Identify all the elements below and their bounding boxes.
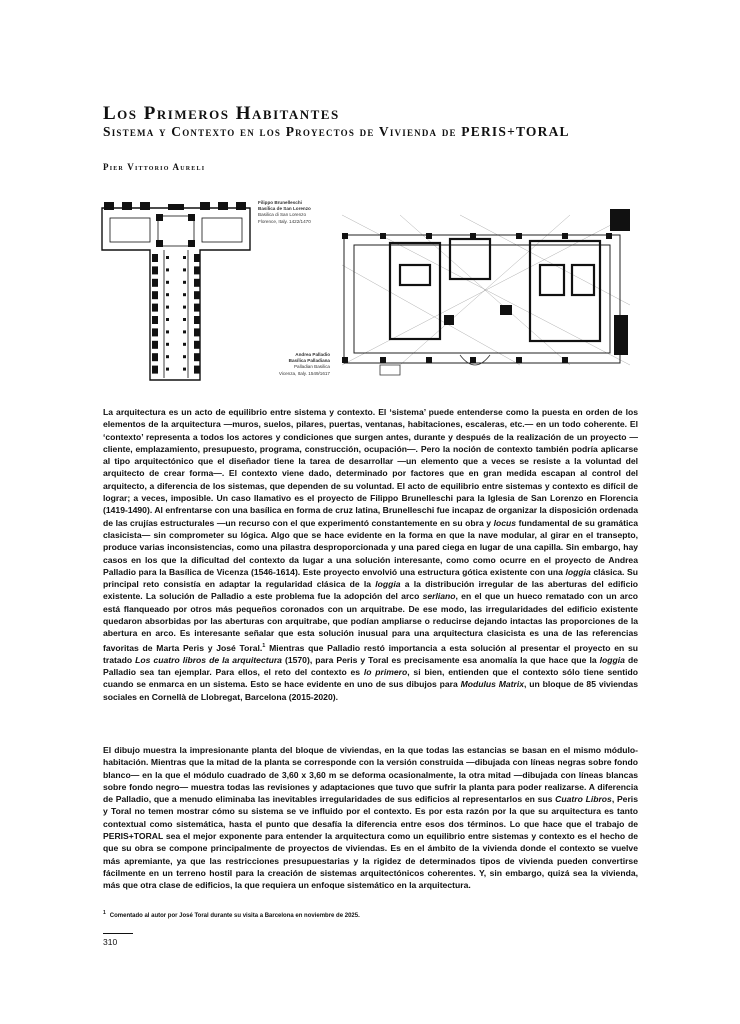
- nave-chapel-wall: [152, 366, 158, 374]
- nave-chapel-wall: [152, 341, 158, 349]
- nave-column: [183, 368, 186, 371]
- nave-column: [166, 368, 169, 371]
- nave-column: [183, 355, 186, 358]
- nave-chapel-wall: [194, 291, 200, 299]
- nave-column: [166, 281, 169, 284]
- body-paragraph-2: El dibujo muestra la impresionante planta del bloque de viviendas, en la que todas las estancias se basan en el mismo módulo-habitación. Mientras que la mitad de la planta se corresponde con la versión construida —dibujada con líneas negras sobre fondo blanco— en la que el módulo cuadrado de 3,60 x 3,60 m se deforma ocasionalmente, la otra mitad —dibujada con líneas blancas sobre fondo negro— muestra todas las revisiones y adaptaciones que tuvo que sufrir la planta para poder realizarse. A diferencia de Palladio, que a menudo eliminaba las inevitables irregularidades de sus edificios al representarlos en sus Cuatro Libros, Peris y Toral no temen mostrar cómo su sistema se ve influido por el contexto. Es por esta razón por la que su arquitectura es tanto contextual como sistemática, hasta el punto que desafía la diferencia entre esos dos términos. Lo que hace que el trabajo de PERIS+TORAL sea el mejor exponente para entender la arquitectura como un equilibrio entre sistemas y contexto es el hecho de que su obra se compone principalmente de proyectos de viviendas. Es en el ámbito de la vivienda donde el contexto se vuelve más apremiante, ya que las restricciones presupuestarias y la rigidez de determinados tipos de vivienda pueden convertirse fácilmente en un terreno hostil para la creación de sistemas arquitectónicos coherentes. Y, sin embargo, quizá sea la vivienda, más que otra clase de edificios, la que requiera un enfoque sistemático en la arquitectura.: [103, 745, 638, 891]
- nave-column: [183, 281, 186, 284]
- body-paragraph-1: La arquitectura es un acto de equilibrio entre sistema y contexto. El ‘sistema’ puede entenderse como la puesta en orden de los elementos de la arquitectura —muros, suelos, pilares, puertas, ventanas, habitaciones, escaleras, etc.— en un todo coherente. El ‘contexto’ representa a todos los actores y condiciones que surgen antes, durante y después de la realización de un proyecto —cliente, emplazamiento, presupuesto, programa, construcción, ocupación—. Pero la noción de contexto también podría aplicarse al tipo arquitectónico que el diseñador tiene la tarea de desarrollar —un elemento que a veces se resiste a la voluntad del arquitecto de crear forma—. El contexto viene dado, determinado por factores que en gran medida escapan al control del arquitecto, a diferencia de los sistemas, que dependen de su voluntad. El acto de equilibrio entre sistemas y contexto es difícil de lograr; a veces, imposible. Un caso llamativo es el proyecto de Filippo Brunelleschi para la Iglesia de San Lorenzo en Florencia (1419-1490). Al enfrentarse con una basílica en forma de cruz latina, Brunelleschi fue incapaz de organizar la disposición ordenada de las crujías estructurales —un recurso con el que experimentó constantemente en su obra y locus fundamental de su gramática clasicista— sin comprometer su lógica. Algo que se hace evidente en la forma en que la nave modular, al girar en el transepto, produce varias inconsistencias, como una pilastra desproporcionada y una pared ciega en lugar de una capilla. Sin embargo, hay casos en los que la dificultad del contexto da lugar a una solución interesante, como como ocurre en el proyecto de Andrea Palladio para la Basílica de Vicenza (1546-1614). Este proyecto envolvió una estructura gótica existente con una loggia clásica. Su principal reto consistía en adaptar la regularidad clásica de la loggia a la distribución irregular de las aberturas del edificio existente. La solución de Palladio a este problema fue la adopción del arco serliano, en el que un hueco rematado con un arco está flanqueado por otros más pequeños coronados con un arquitrabe. De ese modo, las irregularidades del edificio existente quedaron absorbidas por las aberturas con arquitrabe, que podían ampliarse o reducirse dejando intactas las proporciones de la abertura en arco. Es interesante señalar que esta solución inusual para una arquitectura clasicista es una de las referencias favoritas de Marta Peris y José Toral.$^1$ Mientras que Palladio restó importancia a esta solución al presentar el proyecto en su tratado Los cuatro libros de la arquitectura (1570), para Peris y Toral es precisamente esa anomalía la que hace que la loggia de Palladio sea tan ejemplar. Para ellos, el reto del contexto es lo primero, si bien, entienden que el contexto sólo tiene sentido cuando se enmarca en un sistema. Esto se hace evidente en uno de sus dibujos para Modulus Matrix, un bloque de 85 viviendas sociales en Cornellà de Llobregat, Barcelona (2015-2020).: [103, 407, 638, 702]
- basilica-palladiana-floor-plan: [340, 205, 637, 385]
- nave-column: [166, 306, 169, 309]
- nave-chapel-wall: [194, 353, 200, 361]
- nave-column: [166, 318, 169, 321]
- fig2-caption-title-it: Palladian Basilica: [293, 364, 330, 370]
- fig1-caption-title: Basílica de San Lorenzo: [258, 206, 311, 212]
- nave-chapel-wall: [194, 266, 200, 274]
- page-number: 310: [103, 937, 118, 947]
- nave-column: [183, 306, 186, 309]
- san-lorenzo-floor-plan: [100, 200, 252, 382]
- nave-column: [183, 318, 186, 321]
- fig1-caption-architect: Filippo Brunelleschi: [258, 200, 302, 205]
- nave-column: [166, 256, 169, 259]
- nave-chapel-wall: [152, 254, 158, 262]
- nave-column: [183, 268, 186, 271]
- footnote-ref: 1: [262, 642, 266, 649]
- nave-chapel-wall: [152, 304, 158, 312]
- nave-column: [166, 293, 169, 296]
- fig1-caption: [258, 200, 311, 225]
- nave-chapel-wall: [194, 279, 200, 287]
- nave-column: [166, 355, 169, 358]
- nave-chapel-wall: [152, 328, 158, 336]
- fig2-caption-title: Basílica Palladiana: [288, 358, 330, 364]
- nave-chapel-wall: [152, 291, 158, 299]
- nave-chapel-wall: [152, 266, 158, 274]
- nave-column: [183, 343, 186, 346]
- fig1-caption-title-it: Basilica di San Lorenzo: [258, 212, 307, 218]
- nave-column: [183, 330, 186, 333]
- nave-chapel-wall: [194, 328, 200, 336]
- nave-chapel-wall: [194, 254, 200, 262]
- fig1-caption-place: Florence, Italy. 1422/1470: [258, 218, 311, 224]
- fig2-caption: [262, 352, 330, 377]
- footnote: $^1$ Comentado al autor por José Toral durante su visita a Barcelona en noviembre de 2025.: [103, 910, 360, 919]
- nave-column: [166, 330, 169, 333]
- nave-column: [183, 293, 186, 296]
- nave-chapel-wall: [194, 316, 200, 324]
- author-name: Pier Vittorio Aureli: [103, 162, 206, 172]
- article-subtitle: Sistema y Contexto en los Proyectos de Vivienda de PERIS+TORAL: [103, 124, 570, 139]
- nave-chapel-wall: [152, 353, 158, 361]
- article-title: Los Primeros Habitantes: [103, 103, 340, 124]
- fig2-caption-architect: Andrea Palladio: [295, 352, 330, 357]
- nave-chapel-wall: [194, 366, 200, 374]
- nave-chapel-wall: [152, 316, 158, 324]
- nave-chapel-wall: [152, 279, 158, 287]
- nave-column: [166, 343, 169, 346]
- nave-column: [183, 256, 186, 259]
- nave-column: [166, 268, 169, 271]
- nave-chapel-wall: [194, 341, 200, 349]
- fig2-caption-place: Vicenza, Italy. 1549/1617: [278, 370, 330, 376]
- nave-chapel-wall: [194, 304, 200, 312]
- page-number-rule: [103, 933, 133, 934]
